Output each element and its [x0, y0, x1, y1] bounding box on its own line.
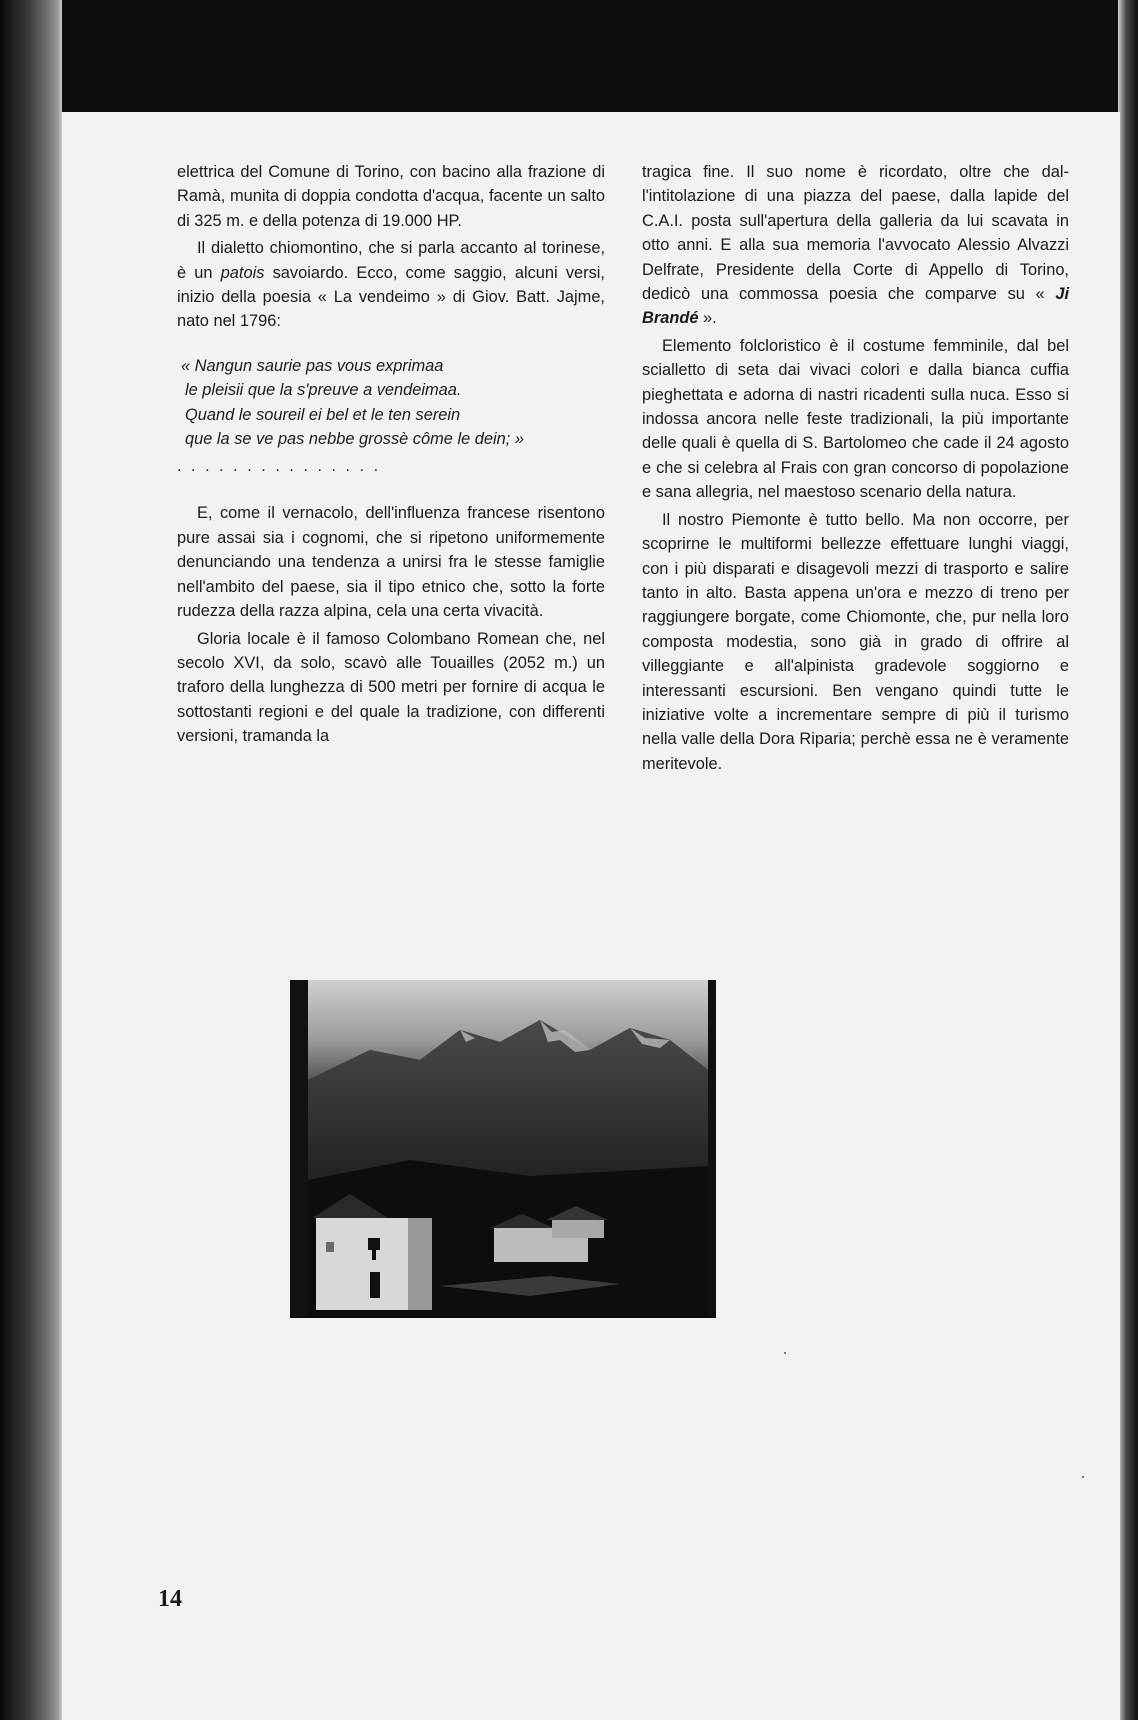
tragic-end-text-b: ». — [698, 309, 717, 328]
verse-line: que la se ve pas nebbe grossè côme le dein; » — [185, 430, 524, 449]
verse-line: le pleisii que la s'preuve a vendeimaa. — [185, 381, 462, 400]
poem-verse — [181, 354, 605, 452]
paragraph-tragic-end — [642, 160, 1069, 331]
scan-right-border — [1118, 0, 1138, 1720]
tragic-end-text-a: tragica fine. Il suo nome è ricordato, oltre che dall'intitolazione di una piazza del paese, dalla lapide del C.A.I. posta sull'apertura della galleria da lui scavata in otto anni. E alla sua memoria l'avvocato Alessio Alvazzi Delfrate, Presidente della Corte di Appello di Torino, dedicò una commossa poesia che comparve su « — [642, 163, 1069, 304]
paragraph-dialect — [177, 236, 605, 334]
paragraph-piemonte: Il nostro Piemonte è tutto bello. Ma non occorre, per scoprirne le multiformi bellezze effettuare lunghi viaggi, con i più disparati e disagevoli mezzi di trasporto e salire tanto in alto. Basta appena un'ora e mezzo di treno per raggiungere borgate, come Chiomonte, che, pur nella loro composta modestia, sono già in grado di offrire al villeggiante e all'alpinista gradevole soggiorno e interessanti escursioni. Ben vengano quindi tutte le iniziative volte a incrementare sempre di più il turismo nella valle della Dora Riparia; perchè essa ne è veramente meritevole. — [642, 510, 1069, 773]
verse-line: Quand le soureil ei bel et le ten serein — [185, 405, 461, 424]
scan-speck — [784, 1352, 786, 1354]
ellipsis-divider: ............... — [177, 458, 388, 476]
scan-speck — [1082, 1476, 1084, 1478]
page-number: 14 — [158, 1586, 182, 1612]
verse-line: « Nangun saurie pas vous exprimaa — [181, 356, 444, 375]
scan-left-border — [0, 0, 62, 1720]
left-text-column — [177, 160, 605, 749]
photo-illustration — [290, 980, 716, 1318]
journal-title: Ji Brandé — [642, 285, 1069, 328]
dialect-text-b: savoiardo. Ecco, come saggio, alcuni versi, inizio della poesia « La vendeimo » di Giov. Batt. Jajme, nato nel 1796: — [177, 263, 605, 331]
dialect-term-patois: patois — [220, 263, 265, 282]
paragraph-power-plant: elettrica del Comune di Torino, con bacino alla frazione di Ramà, munita di doppia condotta d'acqua, facente un salto di 325 m. e della potenza di 19.000 HP. — [177, 163, 605, 230]
dialect-text-a: Il dialetto chiomontino, che si parla accanto al torinese, è un — [177, 239, 605, 282]
book-page — [62, 112, 1120, 1720]
village-mountain-photo — [290, 980, 716, 1318]
paragraph-colombano-romean: Gloria locale è il famoso Colombano Romean che, nel secolo XVI, da solo, scavò alle Touailles (2052 m.) un traforo della lunghezza di 500 metri per fornire di acqua le sottostanti regioni e del quale la tradizione, con differenti versioni, tramanda la — [177, 629, 605, 746]
scan-top-border — [0, 0, 1138, 128]
paragraph-surnames: E, come il vernacolo, dell'influenza francese risentono pure assai sia i cognomi, che si ripetono uniformemente denunciando una tendenza a unirsi fra le stesse famiglie nell'ambito del paese, sia il tipo etnico che, sotto la forte rudezza della razza alpina, cela una certa vivacità. — [177, 504, 605, 621]
right-text-column — [642, 160, 1069, 776]
paragraph-folklore-costume: Elemento folcloristico è il costume femminile, dal bel scialletto di seta dai vivaci colori e dalla bianca cuffia pieghettata e adorna di nastri ricadenti sulla nuca. Esso si indossa ancora nelle feste tradizionali, la più importante delle quali è quella di S. Bartolomeo che cade il 24 agosto e che si celebra al Frais con gran concorso di popolazione e sana allegria, nel maestoso scenario della natura. — [642, 336, 1069, 502]
